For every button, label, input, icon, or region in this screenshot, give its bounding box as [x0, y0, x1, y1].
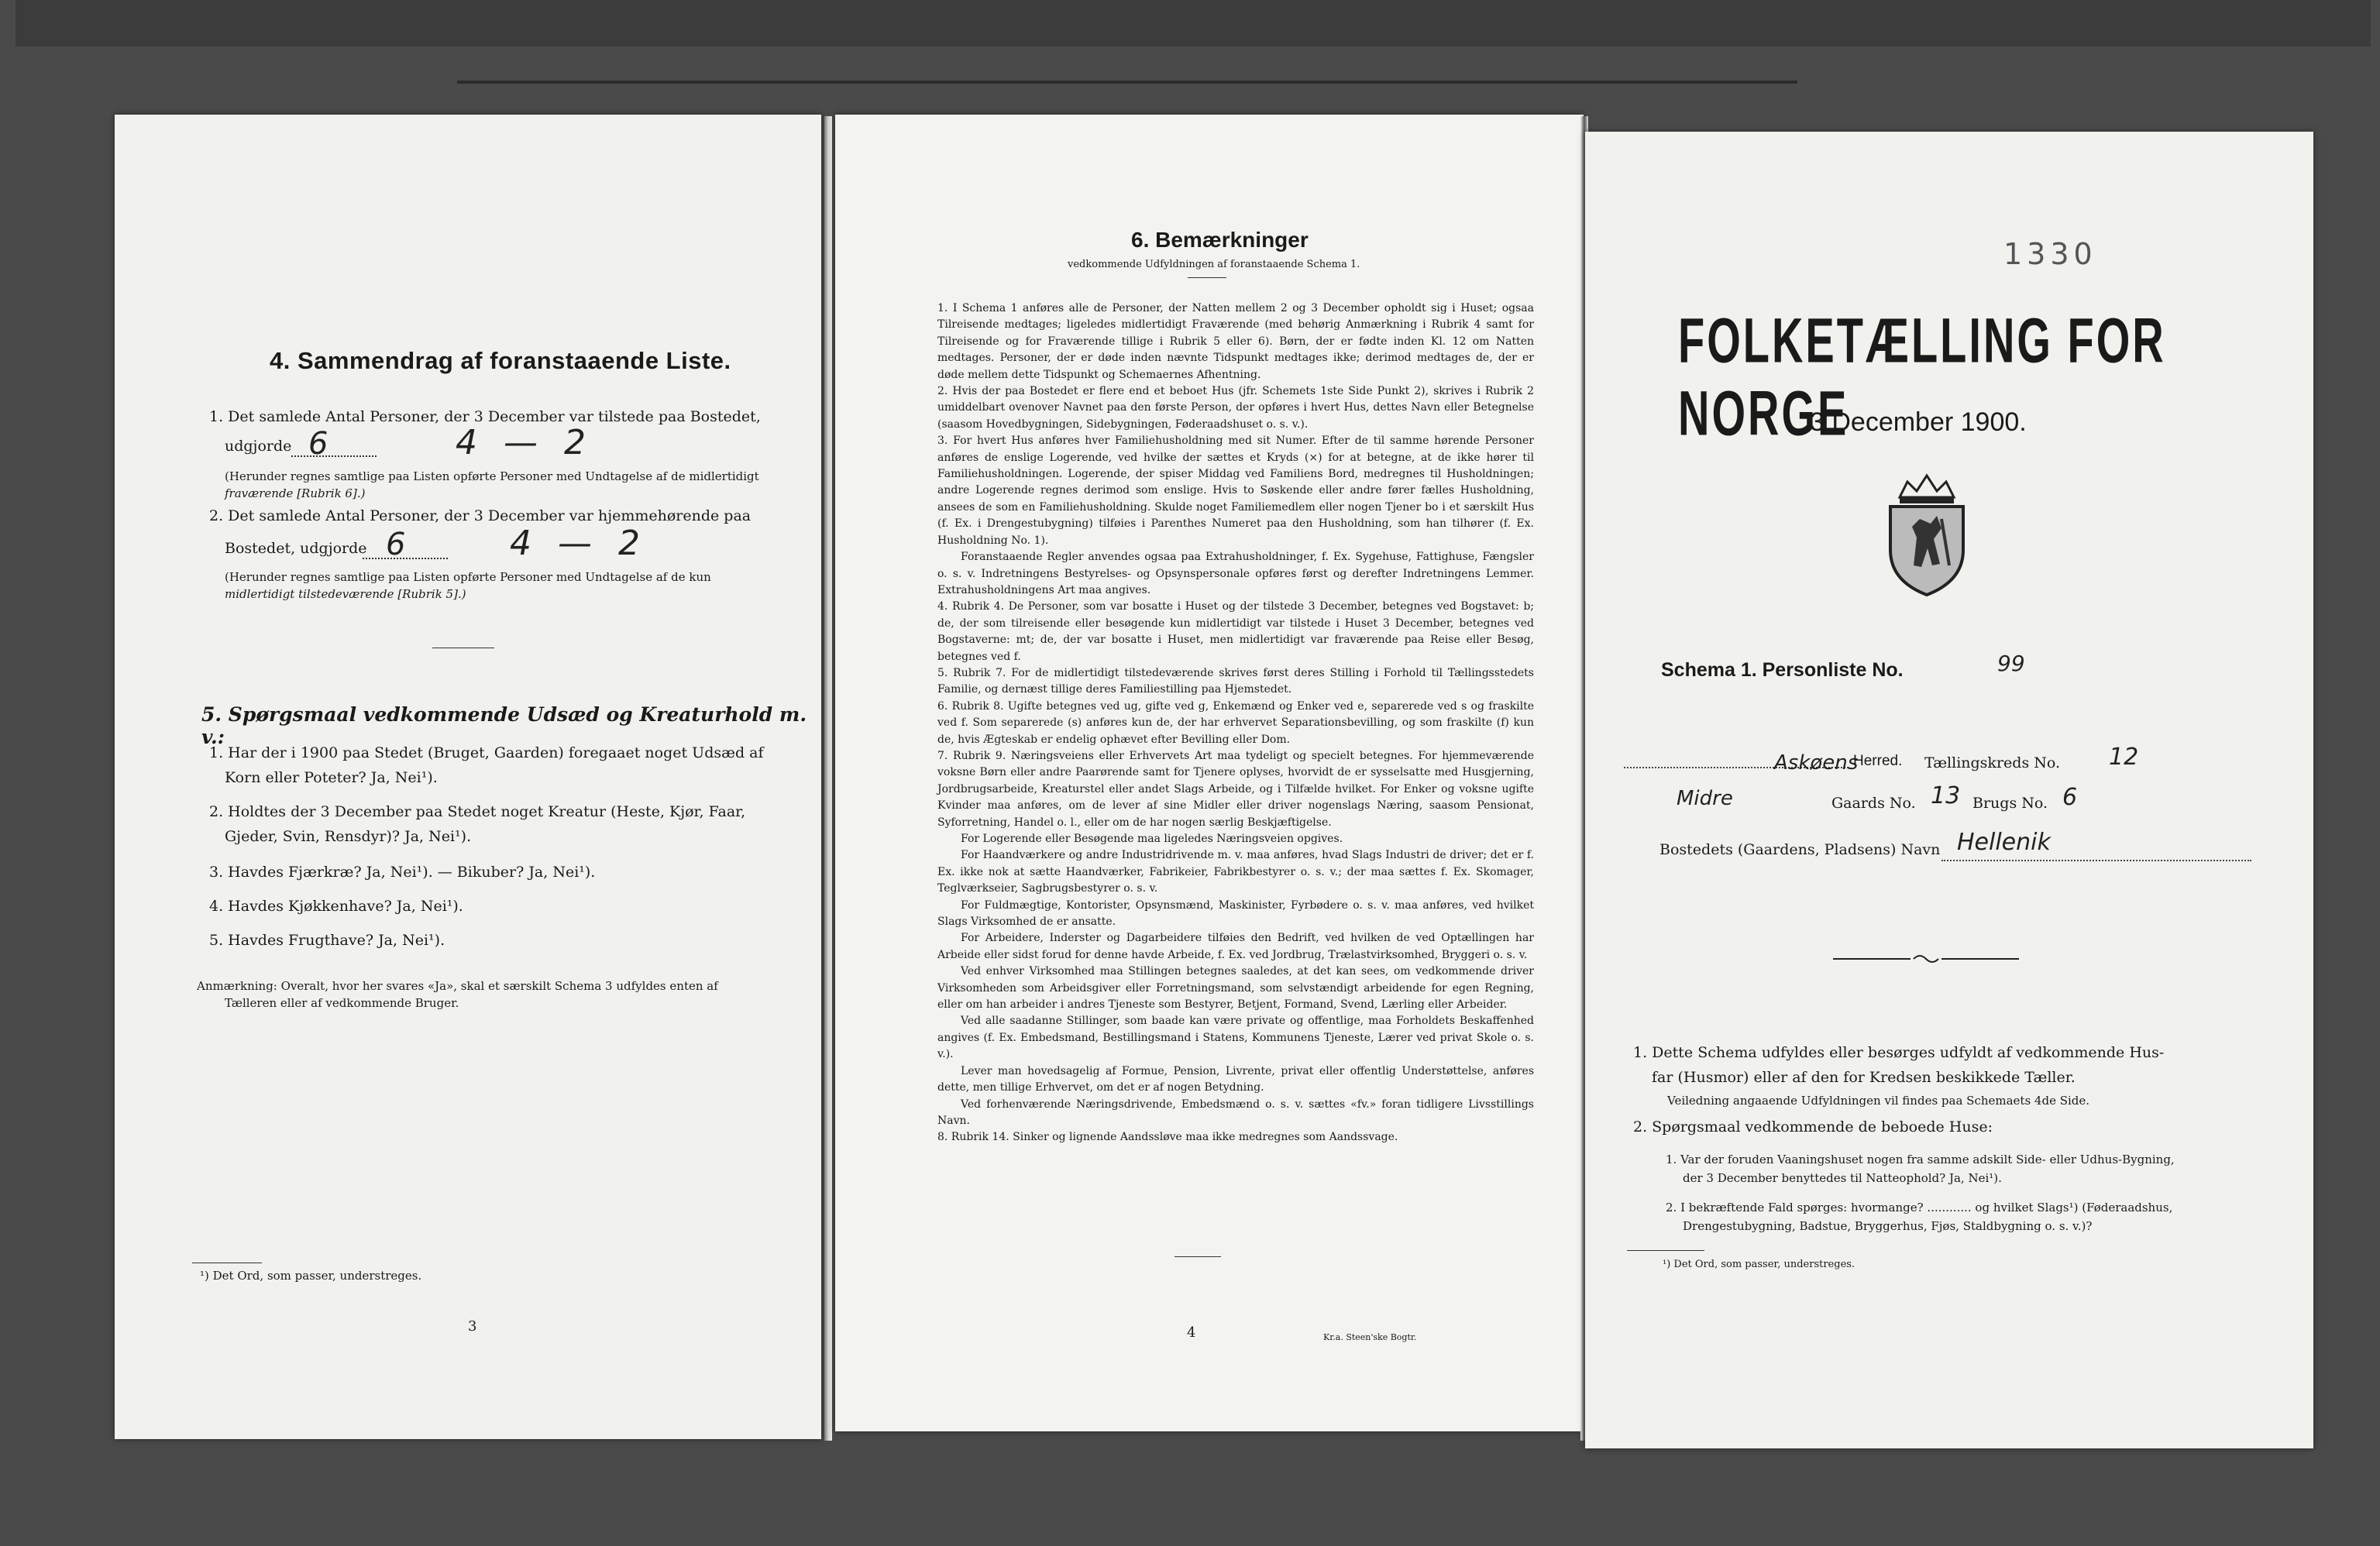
- annotation-line2: Tælleren eller af vedkommende Bruger.: [225, 996, 459, 1010]
- item1-udgjorde: udgjorde: [225, 438, 292, 455]
- instruction-2-2a: 2. I bekræftende Fald spørges: hvormange? ............ og hvilket Slags¹) (Føderaadshus,: [1666, 1201, 2173, 1214]
- footnote: ¹) Det Ord, som passer, understreges.: [200, 1269, 422, 1283]
- question-5: 5. Havdes Frugthave? Ja, Nei¹).: [209, 932, 445, 949]
- instruction-2-2b: Drengestubygning, Badstue, Bryggerhus, Fjøs, Staldbygning o. s. v.)?: [1683, 1219, 2093, 1233]
- remark-paragraph: 7. Rubrik 9. Næringsveiens eller Erhvervets Art maa tydeligt og specielt betegnes. For hjemmeværende voksne Børn eller andre Paarørende samt for Tjenere oplyses, hvorvidt de er sysselsatte med Husgjerning, Jordbrugsarbeide, Kreaturstel eller andet Slags Arbeide, og i Tilfælde hvilket. For Enker og voksne ugifte Kvinder maa anføres, om de lever af sine Midler eller driver nogenslags Næring, saasom Pensionat, Syforretning, Handel o. l., eller om de har nogen særlig Beskjæftigelse.: [937, 749, 1534, 829]
- item2-note1: (Herunder regnes samtlige paa Listen opførte Personer med Undtagelse af de kun: [225, 570, 711, 584]
- brugs-label: Brugs No.: [1972, 795, 2048, 812]
- kreds-number: 12: [2109, 744, 2139, 771]
- archive-number: 1330: [2003, 237, 2097, 271]
- scanner-background: [15, 0, 2371, 46]
- section5-title: 5. Spørgsmaal vedkommende Udsæd og Kreaturhold m. v.:: [201, 703, 807, 748]
- page-number: 4: [1187, 1324, 1196, 1341]
- bosted-dotline: [1941, 860, 2251, 861]
- item2-bostedet: Bostedet, udgjorde: [225, 540, 367, 557]
- scanner-edge-line: [457, 81, 1797, 84]
- item2-handwriting: 4 — 2: [510, 524, 648, 563]
- bosted-label: Bostedets (Gaardens, Pladsens) Navn: [1659, 841, 1941, 858]
- page-fold-left: [824, 116, 832, 1441]
- ornament-divider-icon: [1833, 953, 2019, 965]
- annotation-line1: Anmærkning: Overalt, hvor her svares «Ja», skal et særskilt Schema 3 udfyldes enten af: [197, 979, 718, 993]
- question-2b: Gjeder, Svin, Rensdyr)? Ja, Nei¹).: [225, 828, 472, 845]
- gaard-handwriting: Midre: [1677, 787, 1733, 810]
- herred-handwriting: Askøens: [1774, 751, 1859, 775]
- item1-note1: (Herunder regnes samtlige paa Listen opførte Personer med Undtagelse af de midlertidigt: [225, 469, 759, 483]
- remark-paragraph: 3. For hvert Hus anføres hver Familiehusholdning med sit Numer. Efter de til samme hørende Personer anføres de enslige Logerende, ved hvilke der sættes et Kryds (×) for at betegne, at de ikke hører til Familiehusholdningen. Logerende, der spiser Middag ved Familiens Bord, medregnes til Husholdningen; andre Logerende regnes derimod som enslige. Hvis to Søskende eller andre fører fælles Husholdning, ansees de som en Familiehusholdning. Skulde noget Familiemedlem eller nogen Tjener bo i et særskilt Hus (f. Ex. i Drengestubygning) tilføies i Parenthes Numeret paa den Husholdning, som han tilhører (f. Ex. Husholdning No. 1).: [937, 435, 1534, 547]
- page-number: 3: [468, 1318, 477, 1335]
- herred-label: Herred.: [1853, 753, 1903, 769]
- bosted-handwriting: Hellenik: [1957, 829, 2051, 856]
- brugs-number: 6: [2062, 784, 2078, 811]
- schema-label: Schema 1. Personliste No.: [1661, 659, 1904, 681]
- item1-text: 1. Det samlede Antal Personer, der 3 December var tilstede paa Bostedet,: [209, 408, 761, 425]
- right-page: [1585, 132, 2313, 1448]
- item1-dotline: [291, 455, 377, 457]
- gaards-number: 13: [1931, 782, 1961, 809]
- remark-paragraph: For Arbeidere, Inderster og Dagarbeidere tilføies den Bedrift, ved hvilken de ved Optællingen har Arbeide eller sidst forud for denne havde Arbeide, f. Ex. ved Jordbrug, Trælastvirksomhed, Bryggeri o. s. v.: [937, 932, 1534, 961]
- remark-paragraph: Lever man hovedsagelig af Formue, Pension, Livrente, privat eller offentlig Understøttelse, anføres dette, men tillige Erhvervet, om det er af nogen Betydning.: [937, 1064, 1534, 1094]
- item2-dotline: [363, 558, 448, 559]
- question-2a: 2. Holdtes der 3 December paa Stedet noget Kreatur (Heste, Kjør, Faar,: [209, 803, 746, 820]
- item1-value: 6: [308, 426, 328, 462]
- gaards-label: Gaards No.: [1831, 795, 1916, 812]
- remark-paragraph: 4. Rubrik 4. De Personer, som var bosatte i Huset og der tilstede 3 December, betegnes ved Bogstavet: b; de, der som tilreisende eller besøgende kun midlertidigt var tilstede i Huset 3 December, betegnes ved Bogstaverne: mt; de, der var bosatte i Huset, men midlertidigt var fraværende paa Reise eller Besøg, betegnes ved f.: [937, 600, 1534, 663]
- footnote: ¹) Det Ord, som passer, understreges.: [1663, 1259, 1856, 1270]
- bottom-rule: [1175, 1256, 1221, 1257]
- kreds-label: Tællingskreds No.: [1924, 754, 2060, 771]
- question-3: 3. Havdes Fjærkræ? Ja, Nei¹). — Bikuber? Ja, Nei¹).: [209, 864, 596, 881]
- instruction-2: 2. Spørgsmaal vedkommende de beboede Huse:: [1633, 1118, 1993, 1135]
- printer-mark: Kr.a. Steen'ske Bogtr.: [1323, 1332, 1417, 1342]
- remark-paragraph: Ved enhver Virksomhed maa Stillingen betegnes saaledes, at det kan sees, om vedkommende driver Virksomheden som Arbeidsgiver eller Forretningsmand, som selvstændigt arbeidende for egen Regning, eller om han arbeider i andres Tjeneste som Bestyrer, Betjent, Formand, Svend, Lærling eller Arbeider.: [937, 965, 1534, 1012]
- remark-paragraph: For Fuldmægtige, Kontorister, Opsynsmænd, Maskinister, Fyrbødere o. s. v. maa anføres, ved hvilket Slags Virksomhed de er ansatte.: [937, 898, 1534, 929]
- title-rule: [1188, 277, 1226, 278]
- left-page: [115, 115, 821, 1439]
- middle-page: [835, 115, 1584, 1431]
- remarks-subtitle: vedkommende Udfyldningen af foranstaaende Schema 1.: [1068, 259, 1360, 270]
- item2-note2: midlertidigt tilstedeværende [Rubrik 5].): [225, 587, 466, 601]
- form-title: FOLKETÆLLING FOR NORGE: [1678, 304, 2166, 449]
- item1-handwriting: 4 — 2: [456, 423, 593, 462]
- remark-paragraph: Ved forhenværende Næringsdrivende, Embedsmænd o. s. v. sættes «fv.» foran tidligere Livsstillings Navn.: [937, 1098, 1534, 1127]
- remark-paragraph: For Haandværkere og andre Industridrivende m. v. maa anføres, hvad Slags Industri de driver; det er f. Ex. ikke nok at sætte Haandværker, Fabrikeier, Fabrikbestyrer o. s. v.; der maa sættes f. Ex. Skomager, Teglværkseier, Sagbrugsbestyrer o. s. v.: [937, 849, 1534, 895]
- instruction-1a: 1. Dette Schema udfyldes eller besørges udfyldt af vedkommende Hus-: [1633, 1044, 2165, 1061]
- footnote-rule: [1627, 1250, 1704, 1251]
- instruction-1c: Veiledning angaaende Udfyldningen vil findes paa Schemaets 4de Side.: [1667, 1094, 2090, 1108]
- instruction-2-1a: 1. Var der foruden Vaaningshuset nogen fra samme adskilt Side- eller Udhus-Bygning,: [1666, 1153, 2175, 1166]
- remark-paragraph: 6. Rubrik 8. Ugifte betegnes ved ug, gifte ved g, Enkemænd og Enker ved e, separerede ved s og fraskilte ved f. Som separerede (s) anføres kun de, der har erhvervet Separationsbevilling, og som fraskilte (f) kun de, hvis Ægteskab er endelig ophævet efter Bevilling eller Dom.: [937, 699, 1534, 746]
- remarks-body: [937, 301, 1534, 1146]
- section4-title: 4. Sammendrag af foranstaaende Liste.: [270, 347, 731, 374]
- remark-paragraph: Foranstaaende Regler anvendes ogsaa paa Extrahusholdninger, f. Ex. Sygehuse, Fattighuse, Fængsler o. s. v. Indretningens Bestyrelses- og Opsynspersonale opføres først og derefter Indretningens Lemmer. Extrahusholdningens Art maa angives.: [937, 551, 1534, 596]
- item1-note2: fraværende [Rubrik 6].): [225, 486, 366, 500]
- item2-text: 2. Det samlede Antal Personer, der 3 December var hjemmehørende paa: [209, 507, 751, 524]
- question-1a: 1. Har der i 1900 paa Stedet (Bruget, Gaarden) foregaaet noget Udsæd af: [209, 744, 764, 761]
- question-1b: Korn eller Poteter? Ja, Nei¹).: [225, 769, 438, 786]
- remark-paragraph: 2. Hvis der paa Bostedet er flere end et beboet Hus (jfr. Schemets 1ste Side Punkt 2), skrives i Rubrik 2 umiddelbart ovenover Navnet paa den første Person, der opføres i hvert Hus, dettes Navn eller Betegnelse (saasom Hovedbygningen, Sidebygningen, Føderaadshuset o. s. v.).: [937, 385, 1534, 431]
- remark-paragraph: 5. Rubrik 7. For de midlertidigt tilstedeværende skrives først deres Stilling i Forhold til Tællingsstedets Familie, og dernæst tillige deres Familiestilling paa Hjemstedet.: [937, 666, 1534, 696]
- item2-value: 6: [386, 527, 406, 562]
- instruction-1b: far (Husmor) eller af den for Kredsen beskikkede Tæller.: [1652, 1069, 2076, 1086]
- instruction-2-1b: der 3 December benyttedes til Natteophold? Ja, Nei¹).: [1683, 1171, 2002, 1185]
- schema-number: 99: [1997, 651, 2025, 676]
- norway-coat-of-arms-icon: [1876, 472, 1977, 598]
- remark-paragraph: For Logerende eller Besøgende maa ligeledes Næringsveien opgives.: [961, 833, 1343, 845]
- form-date: 3 December 1900.: [1810, 407, 2027, 437]
- remark-paragraph: Ved alle saadanne Stillinger, som baade kan være private og offentlige, maa Forholdets Beskaffenhed angives (f. Ex. Embedsmand, Bestillingsmand i Statens, Kommunens Tjeneste, Lærer ved privat Skole o. s. v.).: [937, 1015, 1534, 1061]
- remarks-title: 6. Bemærkninger: [1131, 228, 1309, 252]
- remark-paragraph: 8. Rubrik 14. Sinker og lignende Aandssløve maa ikke medregnes som Aandssvage.: [937, 1131, 1398, 1144]
- question-4: 4. Havdes Kjøkkenhave? Ja, Nei¹).: [209, 898, 463, 915]
- remark-paragraph: 1. I Schema 1 anføres alle de Personer, der Natten mellem 2 og 3 December opholdt sig i Huset; ogsaa Tilreisende medtages; ligeledes midlertidigt Fraværende (med behørig Anmærkning i Rubrik 4 samt for Tilreisende og for Fraværende tillige i Rubrik 5 eller 6). Børn, der er fødte inden Kl. 12 om Natten medtages. Personer, der er døde inden nævnte Tidspunkt medtages ikke; derimod medtages de, der er døde mellem dette Tidspunkt og Schemaernes Afhentning.: [937, 302, 1534, 381]
